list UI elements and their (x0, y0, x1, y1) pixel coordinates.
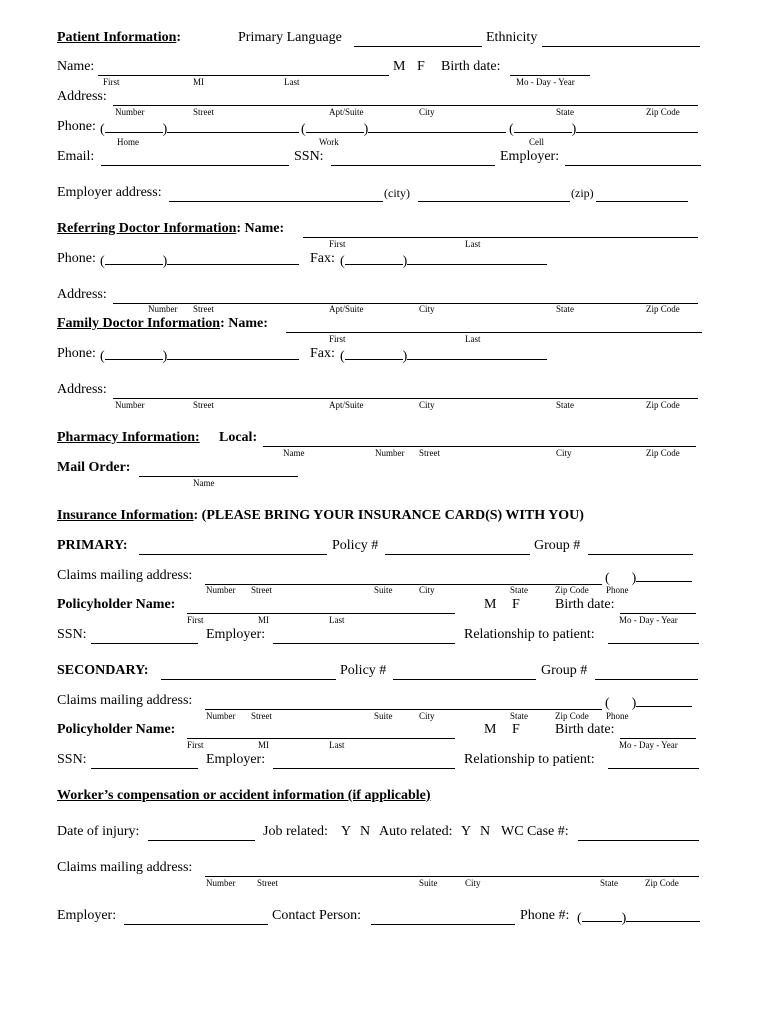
referring-zip-caption: Zip Code (646, 304, 680, 314)
workers-employer-label: Employer: (57, 908, 117, 923)
family-address-label: Address: (57, 382, 107, 397)
secondary-number-caption: Number (206, 711, 236, 721)
primary-employer-label: Employer: (206, 627, 266, 642)
primary-ssn-label: SSN: (57, 627, 87, 642)
secondary-policyholder-label: Policyholder Name: (57, 722, 176, 737)
referring-number-caption: Number (148, 304, 178, 314)
primary-last-caption: Last (329, 615, 345, 625)
job-related-label: Job related: (263, 824, 328, 839)
primary-employer-field[interactable] (273, 627, 455, 644)
referring-fax-label: Fax: (310, 251, 335, 266)
primary-label: PRIMARY: (57, 538, 128, 553)
primary-street-caption: Street (251, 585, 272, 595)
name-first-caption: First (103, 77, 120, 87)
referring-street-caption: Street (193, 304, 214, 314)
family-city-caption: City (419, 400, 435, 410)
secondary-claims-field[interactable] (205, 693, 602, 710)
employer-city-field[interactable] (418, 185, 570, 202)
secondary-birth-date-label: Birth date: (555, 722, 615, 737)
address-number-caption: Number (115, 107, 145, 117)
workers-phone-label: Phone #: (520, 908, 570, 923)
primary-mi-caption: MI (258, 615, 269, 625)
workers-comp-heading: Worker’s compensation or accident information (if applicable) (57, 788, 431, 803)
secondary-street-caption: Street (251, 711, 272, 721)
primary-birth-date-field[interactable] (620, 597, 696, 614)
address-city-caption: City (419, 107, 435, 117)
employer-zip-caption: (zip) (571, 186, 594, 200)
family-zip-caption: Zip Code (646, 400, 680, 410)
family-last-caption: Last (465, 334, 481, 344)
referring-address-label: Address: (57, 287, 107, 302)
workers-suite-caption: Suite (419, 878, 438, 888)
family-apt-caption: Apt/Suite (329, 400, 364, 410)
employer-city-caption: (city) (384, 186, 410, 200)
mail-order-name-caption: Name (193, 478, 215, 488)
family-number-caption: Number (115, 400, 145, 410)
wc-case-label: WC Case #: (501, 824, 569, 839)
job-related-no-option[interactable]: N (360, 824, 371, 839)
secondary-relationship-label: Relationship to patient: (464, 752, 595, 767)
phone-cell-field[interactable]: ( ) (509, 119, 698, 138)
secondary-policyholder-field[interactable] (187, 722, 455, 739)
family-heading: Family Doctor Information: Name: (57, 316, 268, 331)
secondary-carrier-field[interactable] (161, 663, 336, 680)
primary-relationship-field[interactable] (608, 627, 699, 644)
primary-carrier-field[interactable] (139, 538, 327, 555)
ssn-field[interactable] (331, 149, 495, 166)
secondary-birth-date-field[interactable] (620, 722, 696, 739)
employer-label: Employer: (500, 149, 560, 164)
referring-heading: Referring Doctor Information: Name: (57, 221, 285, 236)
patient-phone-label: Phone: (57, 119, 96, 134)
secondary-mi-caption: MI (258, 740, 269, 750)
referring-state-caption: State (556, 304, 574, 314)
primary-language-label: Primary Language (238, 30, 342, 45)
family-state-caption: State (556, 400, 574, 410)
patient-address-field[interactable] (113, 89, 698, 106)
secondary-last-caption: Last (329, 740, 345, 750)
primary-sex-m-option[interactable]: M (484, 597, 497, 612)
contact-person-label: Contact Person: (272, 908, 362, 923)
secondary-claims-phone-field[interactable]: ( ) (605, 693, 692, 712)
mail-order-field[interactable] (139, 460, 298, 477)
referring-last-caption: Last (465, 239, 481, 249)
primary-suite-caption: Suite (374, 585, 393, 595)
secondary-claims-label: Claims mailing address: (57, 693, 193, 708)
date-of-injury-label: Date of injury: (57, 824, 140, 839)
primary-policy-label: Policy # (332, 538, 379, 553)
primary-claims-field[interactable] (205, 568, 602, 585)
secondary-sex-f-option[interactable]: F (512, 722, 520, 737)
referring-address-field[interactable] (113, 287, 698, 304)
referring-city-caption: City (419, 304, 435, 314)
name-mi-caption: MI (193, 77, 204, 87)
pharmacy-number-caption: Number (375, 448, 405, 458)
referring-apt-caption: Apt/Suite (329, 304, 364, 314)
sex-m-option[interactable]: M (393, 59, 406, 74)
employer-address-label: Employer address: (57, 185, 162, 200)
address-zip-caption: Zip Code (646, 107, 680, 117)
birth-date-caption: Mo - Day - Year (516, 77, 575, 87)
name-last-caption: Last (284, 77, 300, 87)
secondary-policy-field[interactable] (393, 663, 536, 680)
auto-related-no-option[interactable]: N (480, 824, 491, 839)
referring-name-field[interactable] (303, 221, 698, 238)
contact-person-field[interactable] (371, 908, 515, 925)
workers-state-caption: State (600, 878, 618, 888)
patient-name-field[interactable] (98, 59, 389, 76)
address-state-caption: State (556, 107, 574, 117)
referring-first-caption: First (329, 239, 346, 249)
secondary-relationship-field[interactable] (608, 752, 699, 769)
secondary-suite-caption: Suite (374, 711, 393, 721)
phone-home-field[interactable]: ( ) (100, 119, 299, 138)
birth-date-field[interactable] (510, 59, 590, 76)
workers-street-caption: Street (257, 878, 278, 888)
primary-first-caption: First (187, 615, 204, 625)
secondary-ssn-field[interactable] (91, 752, 198, 769)
email-field[interactable] (101, 149, 289, 166)
primary-number-caption: Number (206, 585, 236, 595)
job-related-yes-option[interactable]: Y (341, 824, 352, 839)
phone-home-caption: Home (117, 137, 139, 147)
primary-birth-date-label: Birth date: (555, 597, 615, 612)
pharmacy-zip-caption: Zip Code (646, 448, 680, 458)
address-apt-caption: Apt/Suite (329, 107, 364, 117)
auto-related-yes-option[interactable]: Y (461, 824, 472, 839)
workers-city-caption: City (465, 878, 481, 888)
pharmacy-city-caption: City (556, 448, 572, 458)
family-first-caption: First (329, 334, 346, 344)
family-address-field[interactable] (113, 382, 698, 399)
family-phone-label: Phone: (57, 346, 96, 361)
family-phone-field[interactable]: ( ) (100, 346, 299, 365)
workers-phone-field[interactable]: ( ) (577, 908, 700, 927)
referring-phone-field[interactable]: ( ) (100, 251, 299, 270)
primary-state-caption: State (510, 585, 528, 595)
employer-zip-field[interactable] (596, 185, 688, 202)
pharmacy-street-caption: Street (419, 448, 440, 458)
referring-fax-field[interactable]: ( ) (340, 251, 547, 270)
secondary-zip-caption: Zip Code (555, 711, 589, 721)
secondary-ssn-label: SSN: (57, 752, 87, 767)
patient-name-label: Name: (57, 59, 95, 74)
workers-employer-field[interactable] (124, 908, 268, 925)
primary-birth-caption: Mo - Day - Year (619, 615, 678, 625)
patient-address-label: Address: (57, 89, 107, 104)
primary-claims-label: Claims mailing address: (57, 568, 193, 583)
referring-phone-label: Phone: (57, 251, 96, 266)
primary-claims-phone-field[interactable]: ( ) (605, 568, 692, 587)
patient-heading: Patient Information: (57, 30, 182, 45)
primary-ssn-field[interactable] (91, 627, 198, 644)
employer-address-field[interactable] (169, 185, 383, 202)
sex-f-option[interactable]: F (417, 59, 425, 74)
secondary-birth-caption: Mo - Day - Year (619, 740, 678, 750)
insurance-heading: Insurance Information: (PLEASE BRING YOUR INSURANCE CARD(S) WITH YOU) (57, 508, 584, 523)
email-label: Email: (57, 149, 95, 164)
secondary-label: SECONDARY: (57, 663, 149, 678)
secondary-employer-label: Employer: (206, 752, 266, 767)
secondary-phone-caption: Phone (606, 711, 629, 721)
phone-work-field[interactable]: ( ) (301, 119, 506, 138)
secondary-group-label: Group # (541, 663, 588, 678)
secondary-state-caption: State (510, 711, 528, 721)
secondary-sex-m-option[interactable]: M (484, 722, 497, 737)
secondary-city-caption: City (419, 711, 435, 721)
primary-relationship-label: Relationship to patient: (464, 627, 595, 642)
primary-group-label: Group # (534, 538, 581, 553)
primary-group-field[interactable] (588, 538, 693, 555)
phone-work-caption: Work (319, 137, 339, 147)
secondary-group-field[interactable] (595, 663, 698, 680)
workers-number-caption: Number (206, 878, 236, 888)
birth-date-label: Birth date: (441, 59, 501, 74)
pharmacy-name-caption: Name (283, 448, 305, 458)
auto-related-label: Auto related: (379, 824, 453, 839)
wc-case-field[interactable] (578, 824, 699, 841)
workers-zip-caption: Zip Code (645, 878, 679, 888)
address-street-caption: Street (193, 107, 214, 117)
primary-sex-f-option[interactable]: F (512, 597, 520, 612)
pharmacy-local-field[interactable] (263, 430, 696, 447)
mail-order-label: Mail Order: (57, 460, 131, 475)
primary-language-field[interactable] (354, 30, 482, 47)
family-street-caption: Street (193, 400, 214, 410)
phone-cell-caption: Cell (529, 137, 544, 147)
workers-claims-field[interactable] (205, 860, 699, 877)
ethnicity-label: Ethnicity (486, 30, 538, 45)
primary-policyholder-field[interactable] (187, 597, 455, 614)
pharmacy-heading: Pharmacy Information: (57, 430, 200, 445)
primary-zip-caption: Zip Code (555, 585, 589, 595)
ssn-label: SSN: (294, 149, 324, 164)
employer-field[interactable] (565, 149, 701, 166)
workers-claims-label: Claims mailing address: (57, 860, 193, 875)
date-of-injury-field[interactable] (148, 824, 255, 841)
family-fax-field[interactable]: ( ) (340, 346, 547, 365)
primary-city-caption: City (419, 585, 435, 595)
primary-policy-field[interactable] (385, 538, 530, 555)
primary-policyholder-label: Policyholder Name: (57, 597, 176, 612)
pharmacy-local-label: Local: (219, 430, 258, 445)
primary-phone-caption: Phone (606, 585, 629, 595)
secondary-employer-field[interactable] (273, 752, 455, 769)
family-fax-label: Fax: (310, 346, 335, 361)
secondary-policy-label: Policy # (340, 663, 387, 678)
ethnicity-field[interactable] (542, 30, 700, 47)
family-name-field[interactable] (286, 316, 702, 333)
secondary-first-caption: First (187, 740, 204, 750)
